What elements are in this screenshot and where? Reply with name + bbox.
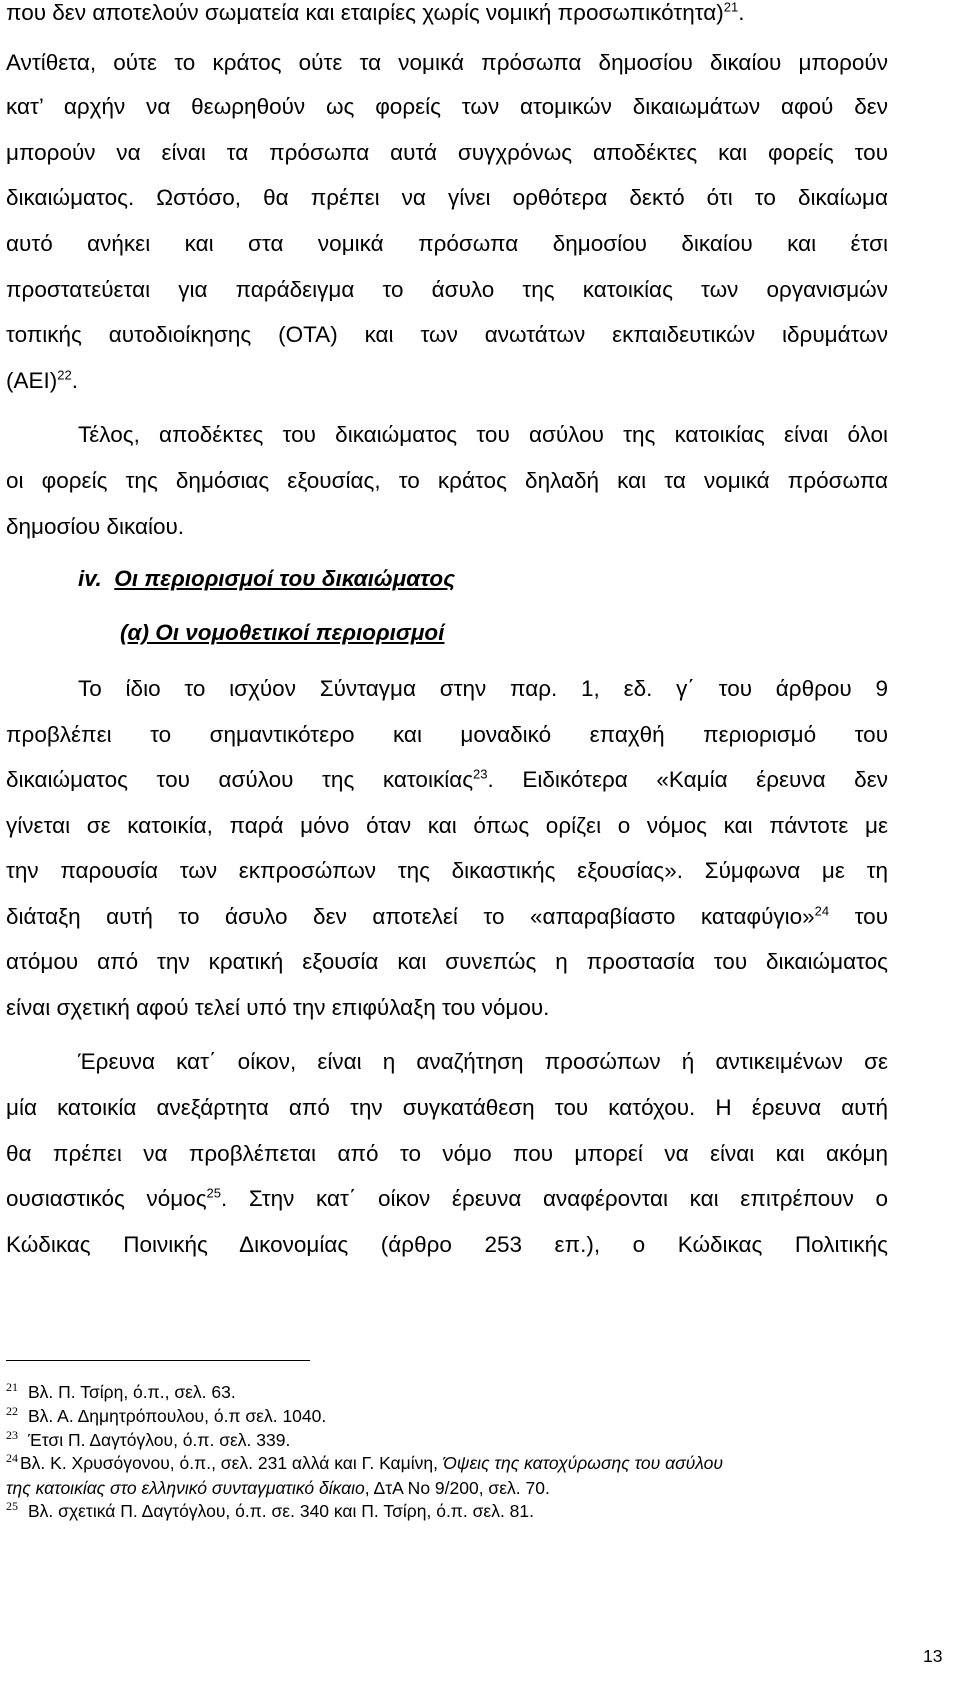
footnote: 22 Βλ. Α. Δημητρόπουλου, ό.π σελ. 1040. [6, 1404, 327, 1426]
body-line: αυτό ανήκει και στα νομικά πρόσωπα δημοσίου δικαίου και έτσι [6, 231, 888, 256]
body-line: Έρευνα κατ΄ οίκον, είναι η αναζήτηση προσώπων ή αντικειμένων σε [78, 1049, 888, 1074]
body-line: $(AEI)^{22}$. [6, 367, 78, 393]
body-line: προστατεύεται για παράδειγμα το άσυλο της κατοικίας των οργανισμών [6, 277, 888, 302]
body-line: μία κατοικία ανεξάρτητα από την συγκατάθεση του κατόχου. Η έρευνα αυτή [6, 1095, 888, 1120]
footnote-ref[interactable]: 25 [206, 1185, 222, 1201]
footnote: 23 Έτσι Π. Δαγτόγλου, ό.π. σελ. 339. [6, 1428, 291, 1450]
body-line: δικαιώματος του ασύλου της κατοικίας$^{23}$. Ειδικότερα «Καμία έρευνα δεν [6, 766, 888, 792]
body-line: Τέλος, αποδέκτες του δικαιώματος του ασύλου της κατοικίας είναι όλοι [78, 422, 888, 447]
footnote-ref[interactable]: 23 [473, 766, 488, 782]
footnote: 21 Βλ. Π. Τσίρη, ό.π., σελ. 63. [6, 1380, 236, 1402]
body-line: δικαιώματος. Ωστόσο, θα πρέπει να γίνει ορθότερα δεκτό ότι το δικαίωμα [6, 185, 888, 210]
footnote-ref[interactable]: 21 [723, 0, 739, 15]
page-number: 13 [923, 1646, 943, 1666]
body-line: προβλέπει το σημαντικότερο και μοναδικό επαχθή περιορισμό του [6, 722, 888, 747]
footnote-continuation: της κατοικίας στο ελληνικό συνταγματικό δίκαιο, ΔτΑ Νο 9/200, σελ. 70. [6, 1478, 550, 1498]
body-line: ατόμου από την κρατική εξουσία και συνεπώς η προστασία του δικαιώματος [6, 949, 888, 974]
body-line: ουσιαστικός νόμος$^{25}$. Στην κατ΄ οίκον έρευνα αναφέρονται και επιτρέπουν ο [6, 1185, 888, 1211]
subsection-heading: (α) Οι νομοθετικοί περιορισμοί [120, 620, 445, 645]
footnote-separator [6, 1360, 310, 1361]
body-line: δημοσίου δικαίου. [6, 514, 185, 539]
section-heading: iv. Οι περιορισμοί του δικαιώματος [78, 566, 456, 591]
body-line: οι φορείς της δημόσιας εξουσίας, το κράτος δηλαδή και τα νομικά πρόσωπα [6, 468, 888, 493]
body-line: διάταξη αυτή το άσυλο δεν αποτελεί το «απαραβίαστο καταφύγιο»$^{24}$ του [6, 903, 888, 929]
footnote: 24 Βλ. Κ. Χρυσόγονου, ό.π., σελ. 231 αλλά και Γ. Καμίνη, Όψεις της κατοχύρωσης του ασύλου [6, 1451, 723, 1473]
body-line: την παρουσία των εκπροσώπων της δικαστικής εξουσίας». Σύμφωνα με τη [6, 858, 888, 883]
footnote-ref[interactable]: 22 [57, 367, 72, 383]
body-line: είναι σχετική αφού τελεί υπό την επιφύλαξη του νόμου. [6, 995, 550, 1020]
body-line: τοπικής αυτοδιοίκησης (ΟΤΑ) και των ανωτάτων εκπαιδευτικών ιδρυμάτων [6, 322, 888, 347]
body-line: γίνεται σε κατοικία, παρά μόνο όταν και όπως ορίζει ο νόμος και πάντοτε με [6, 813, 888, 838]
body-line: Αντίθετα, ούτε το κράτος ούτε τα νομικά πρόσωπα δημοσίου δικαίου μπορούν [6, 50, 888, 75]
body-line: που δεν αποτελούν σωματεία και εταιρίες χωρίς νομική προσωπικότητα)$^{21}$. [6, 0, 745, 25]
footnote-ref[interactable]: 24 [814, 903, 830, 919]
body-line: μπορούν να είναι τα πρόσωπα αυτά συγχρόνως αποδέκτες και φορείς του [6, 140, 888, 165]
body-line: Κώδικας Ποινικής Δικονομίας (άρθρο 253 επ.), ο Κώδικας Πολιτικής [6, 1232, 888, 1257]
body-line: θα πρέπει να προβλέπεται από το νόμο που μπορεί να είναι και ακόμη [6, 1141, 888, 1166]
body-line: Το ίδιο το ισχύον Σύνταγμα στην παρ. 1, εδ. γ΄ του άρθρου 9 [78, 676, 888, 701]
body-line: κατ’ αρχήν να θεωρηθούν ως φορείς των ατομικών δικαιωμάτων αφού δεν [6, 94, 888, 119]
footnote: 25 Βλ. σχετικά Π. Δαγτόγλου, ό.π. σε. 340 και Π. Τσίρη, ό.π. σελ. 81. [6, 1499, 535, 1521]
